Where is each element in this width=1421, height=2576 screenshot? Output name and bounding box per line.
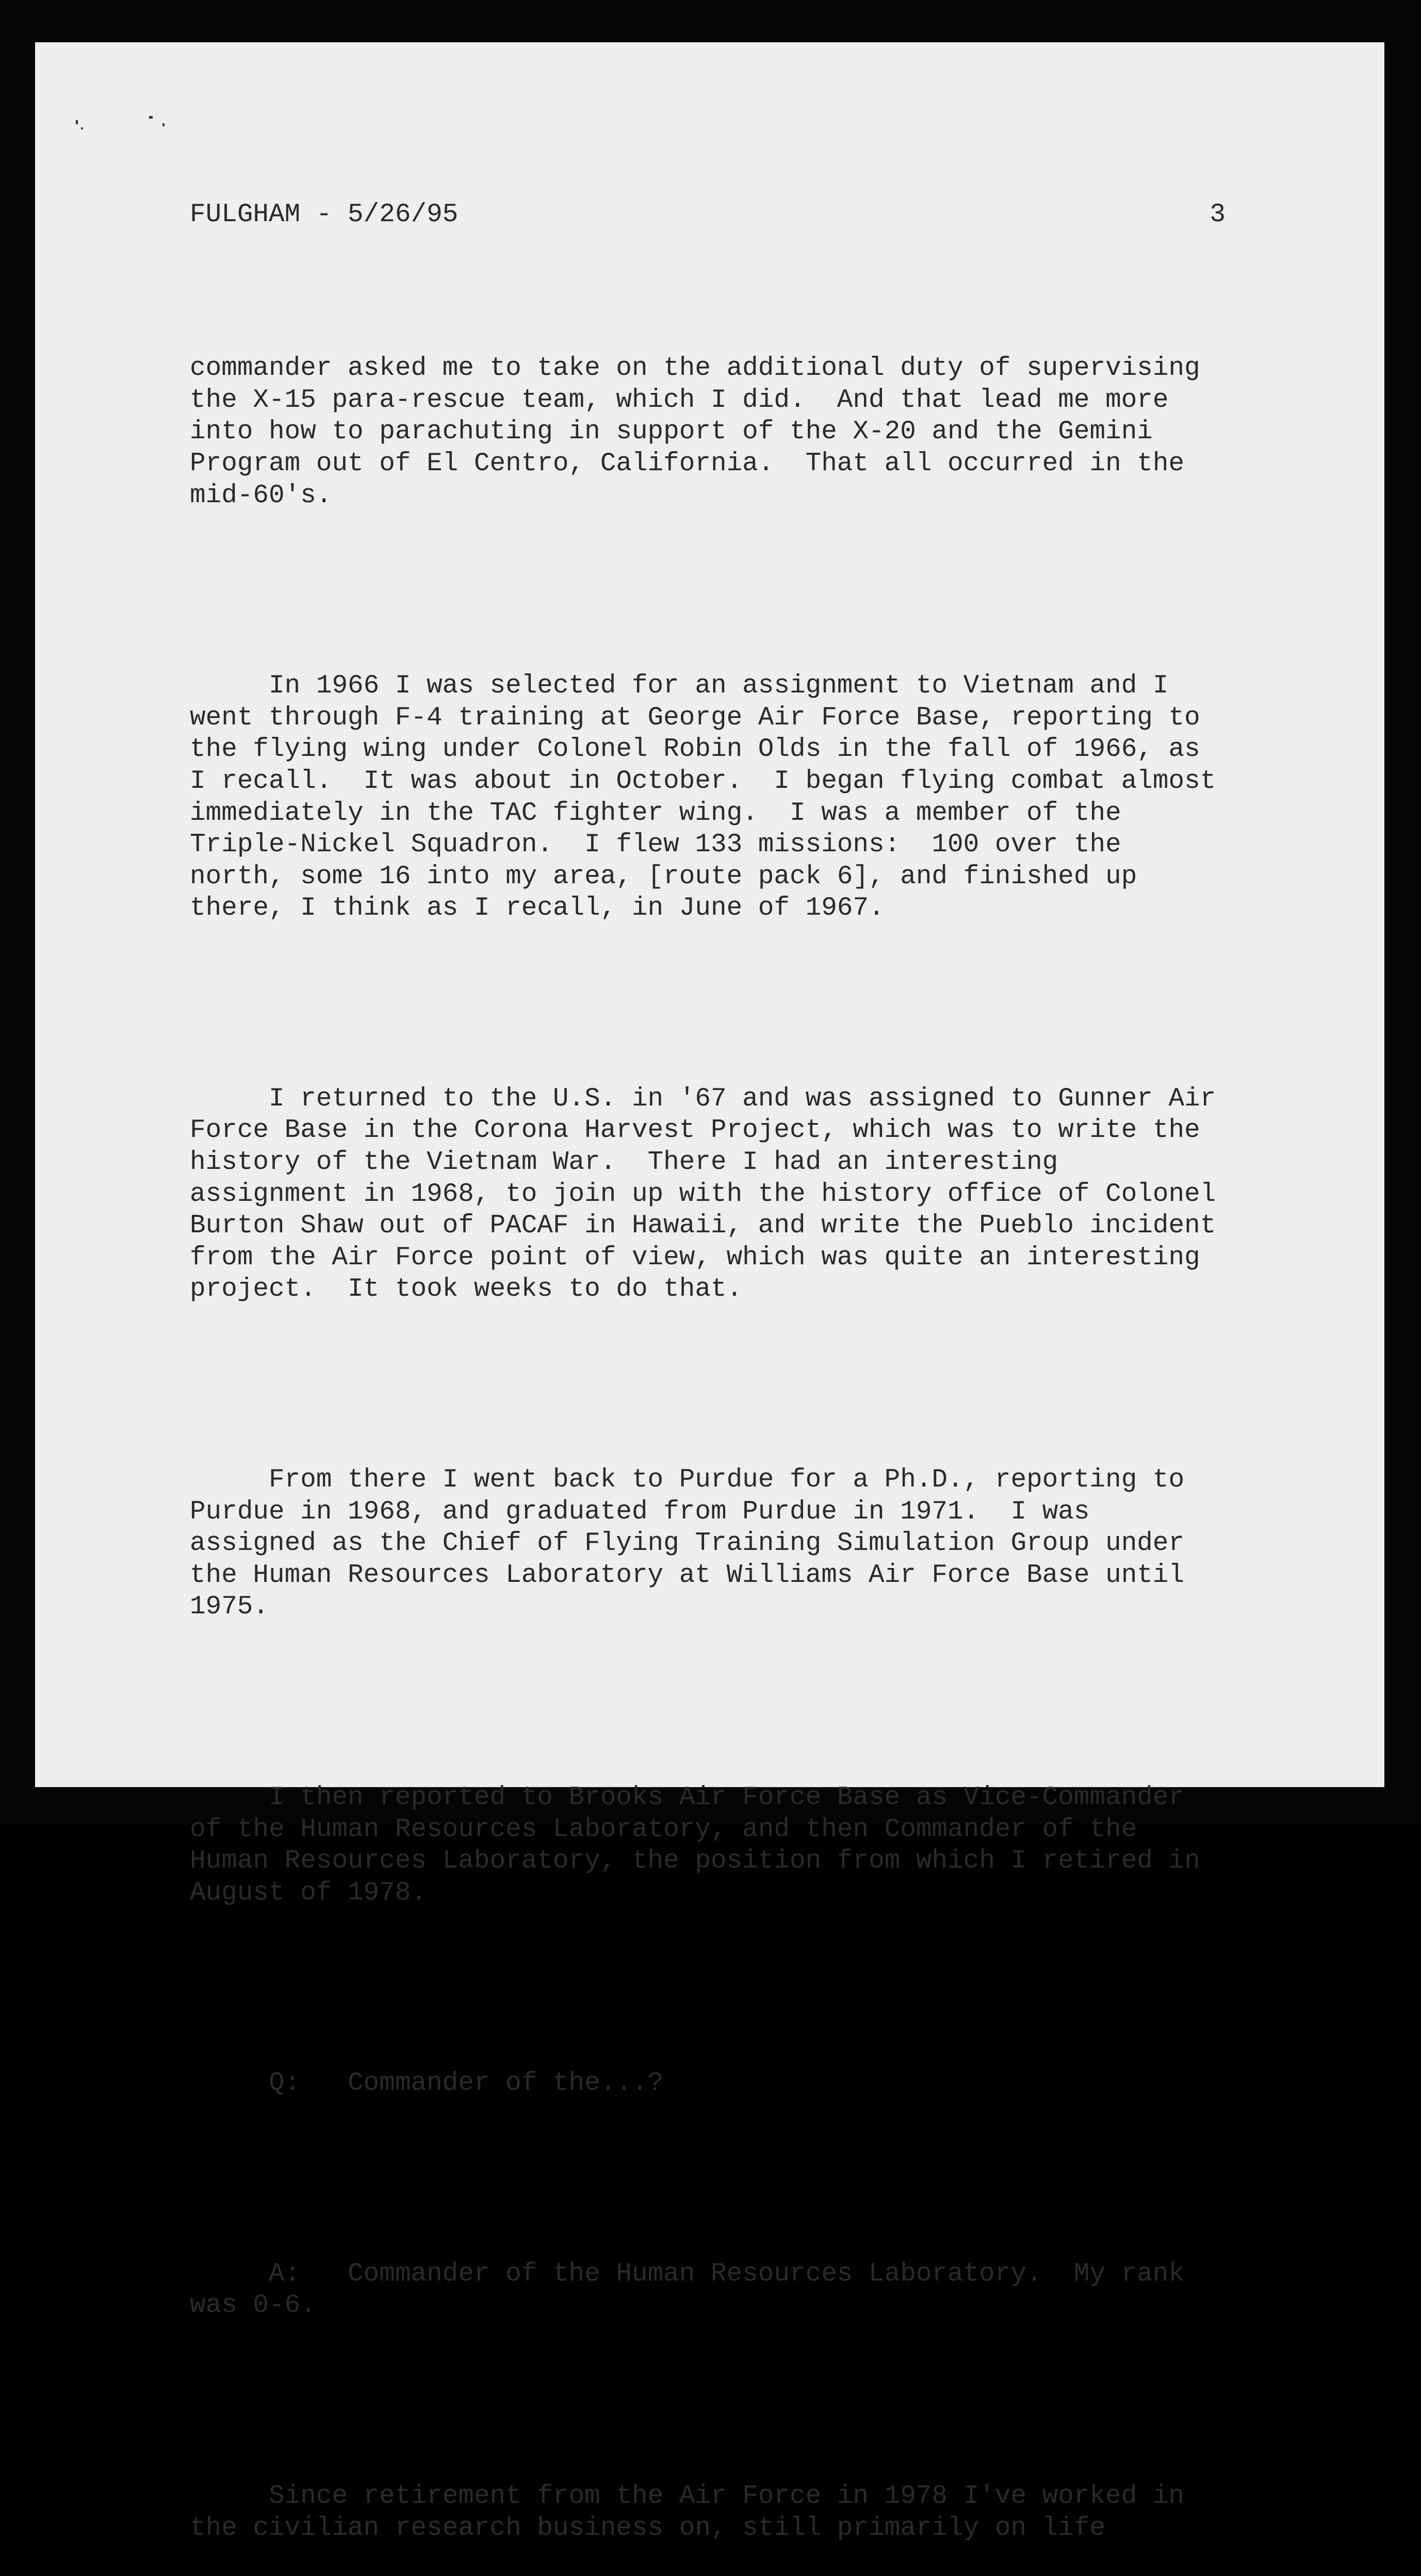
paragraph: commander asked me to take on the additional duty of supervising the X-15 para-rescue team, which I did. And that lead me more into how to parachuting in support of the X-20 and the Gemini Program out of El Centro, California. That all occurred in the mid-60's.: [190, 354, 1200, 510]
page-number: 3: [1210, 200, 1226, 229]
paragraph: Since retirement from the Air Force in 1978 I've worked in the civilian research business on, still primarily on life: [190, 2481, 1185, 2543]
paragraph: From there I went back to Purdue for a Ph.D., reporting to Purdue in 1968, and graduated from Purdue in 1971. I was assigned as the Chief of Flying Training Simulation Group under the Human Resources Laboratory at Williams Air Force Base until 1975.: [190, 1465, 1185, 1622]
paragraph: In 1966 I was selected for an assignment to Vietnam and I went through F-4 training at George Air Force Base, reporting to the flying wing under Colonel Robin Olds in the fall of 1966, as I recall. It was about in October. I began flying combat almost immediately in the TAC fighter wing. I was a member of the Triple-Nickel Squadron. I flew 133 missions: 100 over the north, some 16 into my area, [route pack 6], and finished up there, I think as I recall, in June of 1967.: [190, 671, 1216, 923]
page-header: [190, 200, 1226, 230]
paragraph: I returned to the U.S. in '67 and was assigned to Gunner Air Force Base in the Corona Harvest Project, which was to write the history of the Vietnam War. There I had an interesting assignment in 1968, to join up with the history office of Colonel Burton Shaw out of PACAF in Hawaii, and write the Pueblo incident from the Air Force point of view, which was quite an interesting project. It took weeks to do that.: [190, 1084, 1216, 1304]
paragraph: I then reported to Brooks Air Force Base as Vice-Commander of the Human Resources Laboratory, and then Commander of the Human Resources Laboratory, the position from which I retired in August of 1978.: [190, 1782, 1200, 1908]
scan-specks: [75, 116, 178, 137]
answer-paragraph: A: Commander of the Human Resources Laboratory. My rank was 0-6.: [190, 2259, 1185, 2321]
header-title: FULGHAM - 5/26/95: [190, 200, 459, 229]
question-line: Q: Commander of the...?: [190, 2069, 664, 2099]
document-body: [190, 289, 1263, 2576]
